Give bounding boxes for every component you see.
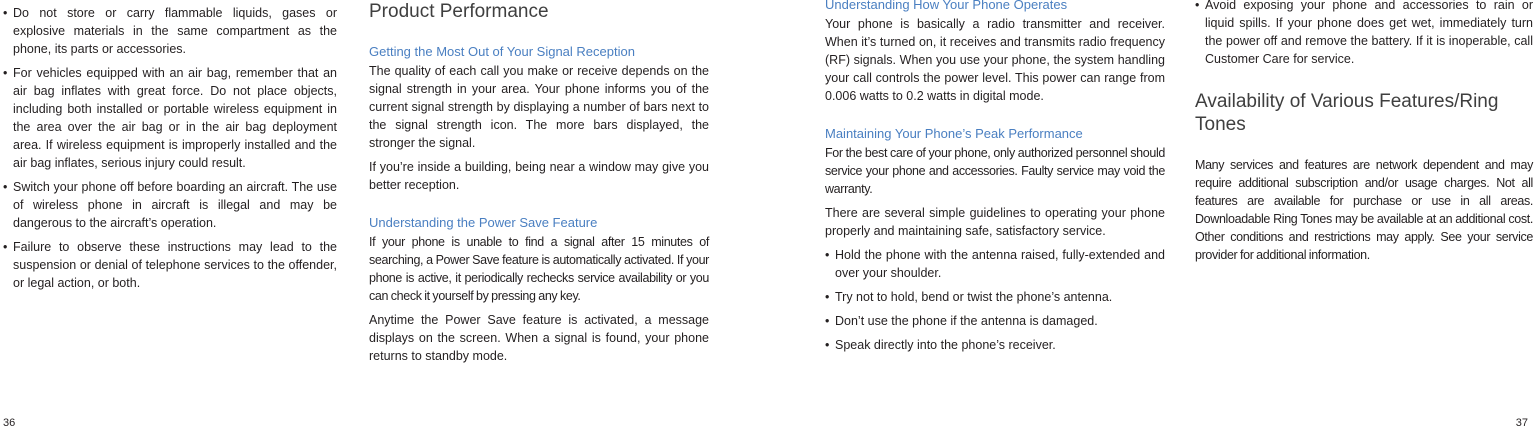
left-page-column-2 [369, 0, 709, 371]
paragraph: There are several simple guidelines to operating your phone properly and maintaining safe, satisfactory service. [825, 206, 1165, 238]
guidelines-bullet-list [825, 246, 1165, 354]
section-title-product-performance: Product Performance [369, 1, 549, 22]
list-item: • Hold the phone with the antenna raised, fully-extended and over your shoulder. [825, 246, 1165, 282]
right-page-column-2 [1195, 0, 1533, 270]
page-number-right: 37 [1515, 417, 1528, 429]
care-bullet-list [1195, 0, 1533, 68]
paragraph: For the best care of your phone, only authorized personnel should service your phone and accessories. Faulty service may void the warranty. [825, 146, 1165, 196]
left-page-column-1 [3, 4, 337, 298]
subheading-signal-reception: Getting the Most Out of Your Signal Reception [369, 44, 635, 59]
paragraph: The quality of each call you make or receive depends on the signal strength in your area. Your phone informs you of the current signal strength by displaying a number of bars next to the signal strength icon. The more bars displayed, the stronger the signal. [369, 64, 709, 150]
list-item: • Switch your phone off before boarding an aircraft. The use of wireless phone in aircraft is illegal and may be dangerous to the aircraft’s operation. [3, 178, 337, 232]
list-item: • Try not to hold, bend or twist the phone’s antenna. [825, 288, 1165, 306]
paragraph: Your phone is basically a radio transmitter and receiver. When it’s turned on, it receives and transmits radio frequency (RF) signals. When you use your phone, the system handling your call controls the power level. This power can range from 0.006 watts to 0.2 watts in digital mode. [825, 17, 1165, 103]
paragraph: If your phone is unable to find a signal after 15 minutes of searching, a Power Save feature is automatically activated. If your phone is active, it periodically rechecks service availability or you can check it yourself by pressing any key. [369, 235, 709, 303]
list-item: • Avoid exposing your phone and accessories to rain or liquid spills. If your phone does get wet, immediately turn the power off and remove the battery. If it is inoperable, call Customer Care for service. [1195, 0, 1533, 68]
paragraph: Many services and features are network dependent and may require additional subscription and/or usage charges. Not all features are available for purchase or use in all areas. Downloadable Ring Tones may be available at an additional cost. Other conditions and restrictions may apply. See your service provider for additional information. [1195, 158, 1533, 262]
list-item: • Do not store or carry flammable liquids, gases or explosive materials in the same compartment as the phone, its parts or accessories. [3, 4, 337, 58]
list-item: • Failure to observe these instructions may lead to the suspension or denial of telephone services to the offender, or legal action, or both. [3, 238, 337, 292]
subheading-how-phone-operates: Understanding How Your Phone Operates [825, 0, 1068, 12]
paragraph: Anytime the Power Save feature is activated, a message displays on the screen. When a signal is found, your phone returns to standby mode. [369, 313, 709, 363]
safety-bullet-list [3, 4, 337, 292]
right-page-column-1 [825, 0, 1165, 360]
list-item: • Don’t use the phone if the antenna is damaged. [825, 312, 1165, 330]
subheading-peak-performance: Maintaining Your Phone’s Peak Performance [825, 126, 1083, 141]
paragraph: If you’re inside a building, being near a window may give you better reception. [369, 160, 709, 192]
page-number-left: 36 [3, 417, 16, 429]
subheading-power-save: Understanding the Power Save Feature [369, 215, 598, 230]
list-item: • Speak directly into the phone’s receiver. [825, 336, 1165, 354]
section-title-availability: Availability of Various Features/Ring Tones [1195, 91, 1499, 135]
list-item: • For vehicles equipped with an air bag, remember that an air bag inflates with great force. Do not place objects, including both installed or portable wireless equipment in the area over the air bag or in the air bag deployment area. If wireless equipment is improperly installed and the air bag inflates, serious injury could result. [3, 64, 337, 172]
